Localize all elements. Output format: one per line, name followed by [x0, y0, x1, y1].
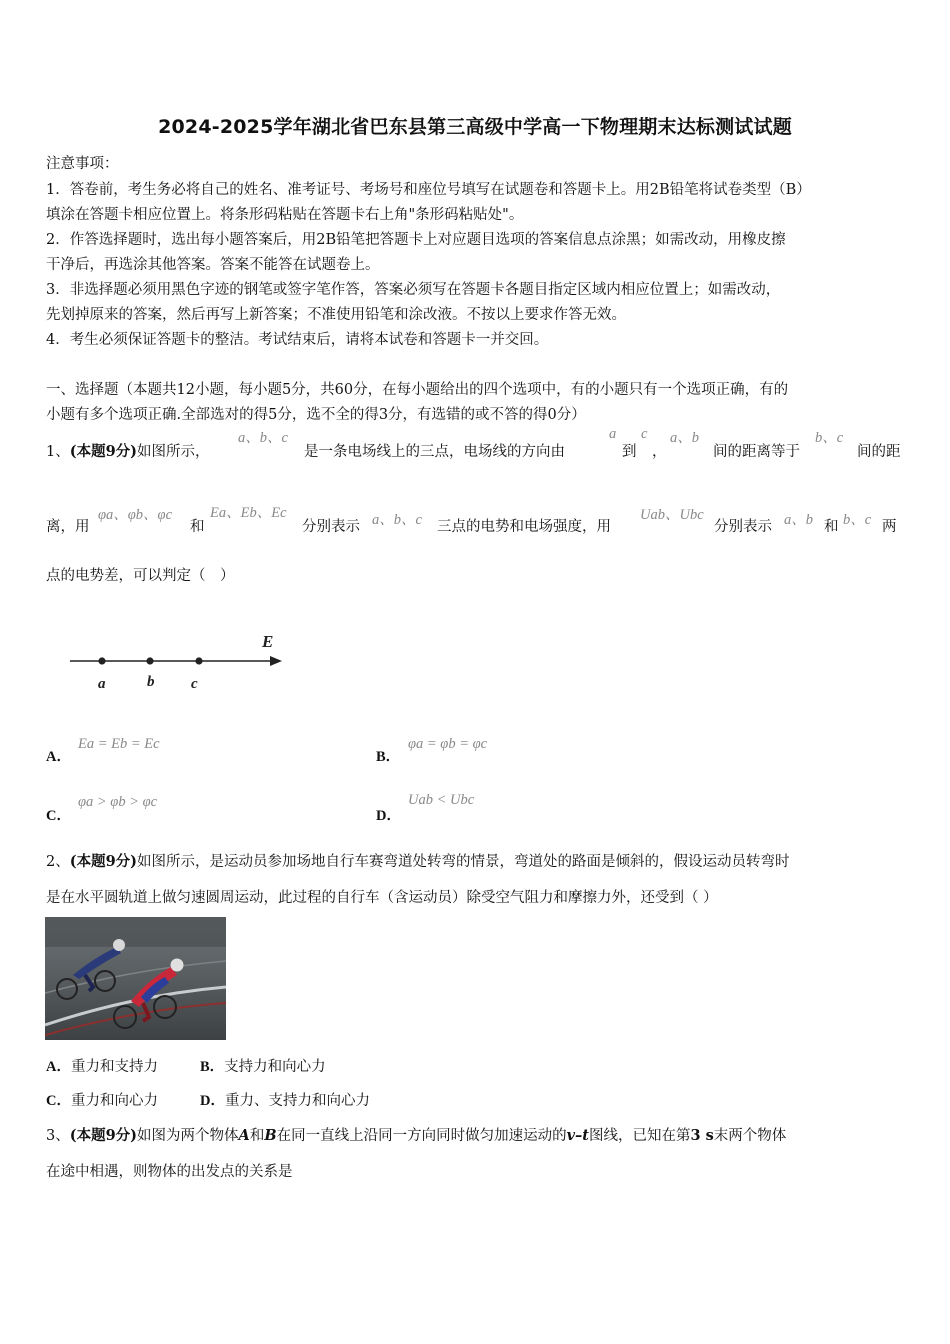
q1-ab2: a、b	[784, 512, 813, 528]
q1-Es: Ea、Eb、Ec	[210, 505, 287, 521]
q2-points: (本题9分)	[69, 853, 138, 870]
q1-number: 1、	[46, 444, 70, 460]
q1-abc2: a、b、c	[372, 512, 422, 528]
q1-text: 到	[622, 444, 637, 460]
q1-option-d-label[interactable]: D．	[376, 808, 401, 824]
q1-text: 三点的电势和电场强度，用	[437, 519, 611, 535]
q1-points: (本题9分)	[69, 443, 138, 460]
q1-text: 点的电势差，可以判定（ ）	[46, 568, 235, 584]
q1-text: 和	[190, 519, 205, 535]
q1-Us: Uab、Ubc	[640, 507, 704, 523]
q1-text: ，	[652, 444, 667, 460]
q2-option-b[interactable]	[200, 1055, 326, 1076]
q2-number: 2、	[46, 854, 70, 870]
q1-option-b-expr: φa = φb = φc	[408, 736, 488, 752]
q1-text: 如图所示，	[137, 444, 210, 460]
q1-var-a: a	[609, 426, 617, 442]
notice-line-6: 先划掉原来的答案，然后再写上新答案；不准使用铅笔和涂改液。不按以上要求作答无效。	[46, 307, 626, 323]
point-b	[146, 657, 153, 664]
q1-var-c: c	[641, 426, 648, 442]
q1-field-line-figure	[60, 625, 300, 695]
q3-3s: 3 s	[690, 1127, 714, 1144]
q2-option-d[interactable]	[200, 1089, 370, 1110]
section1-line-2: 小题有多个选项正确.全部选对的得5分，选不全的得3分，有选错的或不答的得0分）	[46, 407, 586, 423]
q1-option-d-expr: Uab < Ubc	[408, 792, 475, 808]
q3-number: 3、	[46, 1128, 70, 1144]
q1-option-c-expr: φa > φb > φc	[78, 794, 158, 810]
q3-text: 末两个物体	[713, 1128, 787, 1144]
q1-abc: a、b、c	[238, 430, 288, 446]
exam-title: 2024-2025学年湖北省巴东县第三高级中学高一下物理期末达标测试试题	[158, 116, 792, 138]
point-label-c: c	[191, 676, 198, 692]
notice-line-3: 2．作答选择题时，选出每小题答案后，用2B铅笔把答题卡上对应题目选项的答案信息点涂黑；如需改动，用橡皮擦	[46, 232, 786, 248]
q2-option-c[interactable]	[46, 1089, 158, 1110]
q2-line-2: 是在水平圆轨道上做匀速圆周运动，此过程的自行车（含运动员）除受空气阻力和摩擦力外，还受到（ ）	[46, 890, 718, 906]
notice-heading: 注意事项：	[46, 156, 119, 172]
q2-line-1	[46, 850, 790, 871]
cyclist2-helmet	[171, 959, 184, 972]
q2-cyclists-photo	[45, 917, 226, 1040]
q2-option-c-label: C．	[46, 1093, 71, 1109]
q1-bc: b、c	[815, 430, 844, 446]
q1-text: 是一条电场线上的三点，电场线的方向由	[304, 444, 565, 460]
q1-text: 和	[824, 519, 839, 535]
q1-text: 间的距	[857, 444, 901, 460]
point-label-a: a	[98, 676, 106, 692]
point-a	[98, 657, 105, 664]
point-c	[195, 657, 202, 664]
notice-line-5: 3．非选择题必须用黑色字迹的钢笔或签字笔作答，答案必须写在答题卡各题目指定区域内相应位置上；如需改动，	[46, 282, 781, 298]
q1-bc2: b、c	[843, 512, 872, 528]
q1-option-c-label[interactable]: C．	[46, 808, 71, 824]
q3-var-A: A	[238, 1127, 250, 1144]
q1-phis: φa、φb、φc	[98, 507, 173, 523]
q3-line-1	[46, 1124, 786, 1145]
cyclist1-helmet	[113, 939, 125, 951]
q1-text: 两	[882, 519, 897, 535]
q3-var-B: B	[264, 1127, 277, 1144]
notice-line-1: 1．答卷前，考生务必将自己的姓名、准考证号、考场号和座位号填写在试题卷和答题卡上。用2B铅笔将试卷类型（B）	[46, 182, 811, 198]
q1-option-a-expr: Ea = Eb = Ec	[78, 736, 160, 752]
q1-text: 离，用	[46, 519, 90, 535]
q1-text: 分别表示	[714, 519, 772, 535]
notice-line-7: 4．考生必须保证答题卡的整洁。考试结束后，请将本试卷和答题卡一并交回。	[46, 332, 549, 348]
q2-option-a[interactable]	[46, 1055, 158, 1076]
q2-option-b-label: B．	[200, 1059, 225, 1075]
stands-area	[45, 917, 226, 947]
q2-option-a-label: A．	[46, 1059, 71, 1075]
q2-option-d-label: D．	[200, 1093, 225, 1109]
q1-ab: a、b	[670, 430, 699, 446]
q1-text: 间的距离等于	[713, 444, 800, 460]
q2-option-d-text: 重力、支持力和向心力	[224, 1093, 370, 1109]
notice-line-2: 填涂在答题卡相应位置上。将条形码粘贴在答题卡右上角"条形码粘贴处"。	[46, 207, 524, 223]
q1-text: 分别表示	[302, 519, 360, 535]
q1-option-b-label[interactable]: B．	[376, 749, 401, 765]
q1-option-a-label[interactable]: A．	[46, 749, 71, 765]
q3-line-2: 在途中相遇，则物体的出发点的关系是	[46, 1164, 293, 1180]
q3-text: 如图为两个物体	[137, 1128, 239, 1144]
field-label: E	[262, 632, 274, 651]
q3-points: (本题9分)	[69, 1127, 138, 1144]
q2-text: 如图所示，是运动员参加场地自行车赛弯道处转弯的情景，弯道处的路面是倾斜的，假设运动员转弯时	[137, 854, 790, 870]
q3-text: 图线，已知在第	[588, 1128, 691, 1144]
q1-line-1	[46, 440, 210, 461]
q3-vt: v–t	[566, 1127, 589, 1144]
q3-text: 在同一直线上沿同一方向同时做匀加速运动的	[276, 1128, 567, 1144]
q2-option-b-text: 支持力和向心力	[224, 1059, 326, 1075]
q3-text: 和	[249, 1128, 265, 1144]
notice-line-4: 干净后，再选涂其他答案。答案不能答在试题卷上。	[46, 257, 380, 273]
point-label-b: b	[147, 674, 155, 690]
section1-line-1: 一、选择题（本题共12小题，每小题5分，共60分，在每小题给出的四个选项中，有的小题只有一个选项正确，有的	[46, 382, 789, 398]
q2-option-c-text: 重力和向心力	[70, 1093, 158, 1109]
field-arrow-icon	[270, 656, 282, 666]
q2-option-a-text: 重力和支持力	[70, 1059, 158, 1075]
